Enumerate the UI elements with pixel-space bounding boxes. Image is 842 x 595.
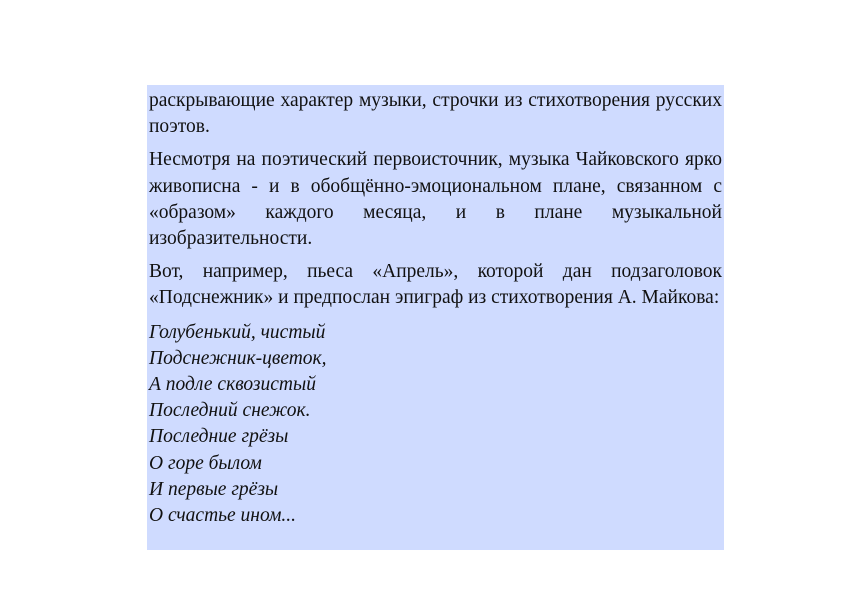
paragraph-april: Вот, например, пьеса «Апрель», которой дан подзаголовок «Подснежник» и предпослан эпиграф из стихотворения А. Майкова:: [149, 261, 722, 309]
paragraph-description: Несмотря на поэтический первоисточник, музыка Чайковского ярко живописна - и в обобщённо-эмоциональном плане, связанном с «образом» каждого месяца, и в плане музыкальной изобразительности.: [149, 149, 722, 250]
poem-line: И первые грёзы: [149, 478, 279, 500]
paragraph-intro: раскрывающие характер музыки, строчки из стихотворения русских поэтов.: [149, 90, 722, 138]
poem-line: Последние грёзы: [149, 426, 289, 448]
poem-line: А подле сквозистый: [149, 374, 316, 396]
poem-line: Последний снежок.: [149, 400, 311, 422]
poem-line: Голубенький, чистый: [149, 321, 326, 343]
poem-epigraph: [149, 319, 722, 530]
poem-line: Подснежник-цветок,: [149, 347, 327, 369]
poem-line: О горе былом: [149, 452, 262, 474]
poem-line: О счастье ином...: [149, 505, 297, 527]
text-box: [147, 85, 724, 550]
